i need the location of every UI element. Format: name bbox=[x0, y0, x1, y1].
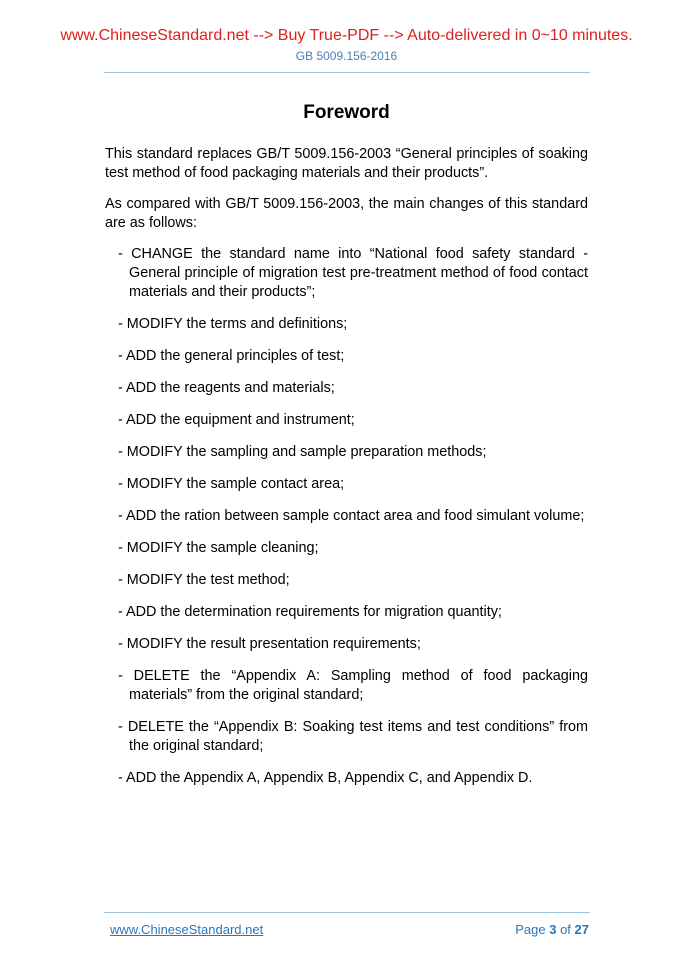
footer-website-link[interactable]: www.ChineseStandard.net bbox=[110, 922, 264, 937]
list-item: - ADD the ration between sample contact area and food simulant volume; bbox=[118, 508, 585, 524]
page-current: 3 bbox=[549, 922, 557, 937]
page-label: Page bbox=[515, 922, 546, 937]
list-item: - MODIFY the result presentation requirements; bbox=[118, 636, 421, 652]
promo-banner[interactable]: www.ChineseStandard.net --> Buy True-PDF --> Auto-delivered in 0~10 minutes. bbox=[60, 27, 633, 44]
list-item: - ADD the reagents and materials; bbox=[118, 380, 335, 396]
list-item: - ADD the general principles of test; bbox=[118, 348, 345, 364]
list-item: - ADD the determination requirements for migration quantity; bbox=[118, 604, 502, 620]
list-item: - MODIFY the sample cleaning; bbox=[118, 540, 319, 556]
page-total: 27 bbox=[574, 922, 589, 937]
changes-list bbox=[105, 245, 588, 788]
list-item: - CHANGE the standard name into “National food safety standard - General principle of migration test pre-treatment method of food contact materials and their products”; bbox=[118, 246, 588, 300]
page-number bbox=[515, 922, 589, 937]
list-item: - MODIFY the sample contact area; bbox=[118, 476, 345, 492]
list-item: - MODIFY the sampling and sample preparation methods; bbox=[118, 444, 487, 460]
paragraph: This standard replaces GB/T 5009.156-2003 “General principles of soaking test method of food packaging materials and their products”. bbox=[105, 146, 588, 181]
footer-divider bbox=[104, 912, 590, 913]
list-item: - MODIFY the test method; bbox=[118, 572, 290, 588]
standard-number: GB 5009.156-2016 bbox=[295, 49, 398, 63]
header-divider bbox=[104, 72, 590, 73]
page-title: Foreword bbox=[303, 102, 390, 123]
page-of: of bbox=[560, 922, 571, 937]
list-item: - ADD the Appendix A, Appendix B, Appendix C, and Appendix D. bbox=[118, 770, 533, 786]
paragraph: As compared with GB/T 5009.156-2003, the main changes of this standard are as follows: bbox=[105, 196, 588, 231]
list-item: - DELETE the “Appendix A: Sampling method of food packaging materials” from the original standard; bbox=[118, 668, 588, 703]
list-item: - ADD the equipment and instrument; bbox=[118, 412, 355, 428]
list-item: - DELETE the “Appendix B: Soaking test items and test conditions” from the original standard; bbox=[118, 719, 588, 754]
list-item: - MODIFY the terms and definitions; bbox=[118, 316, 348, 332]
document-body bbox=[105, 145, 588, 801]
